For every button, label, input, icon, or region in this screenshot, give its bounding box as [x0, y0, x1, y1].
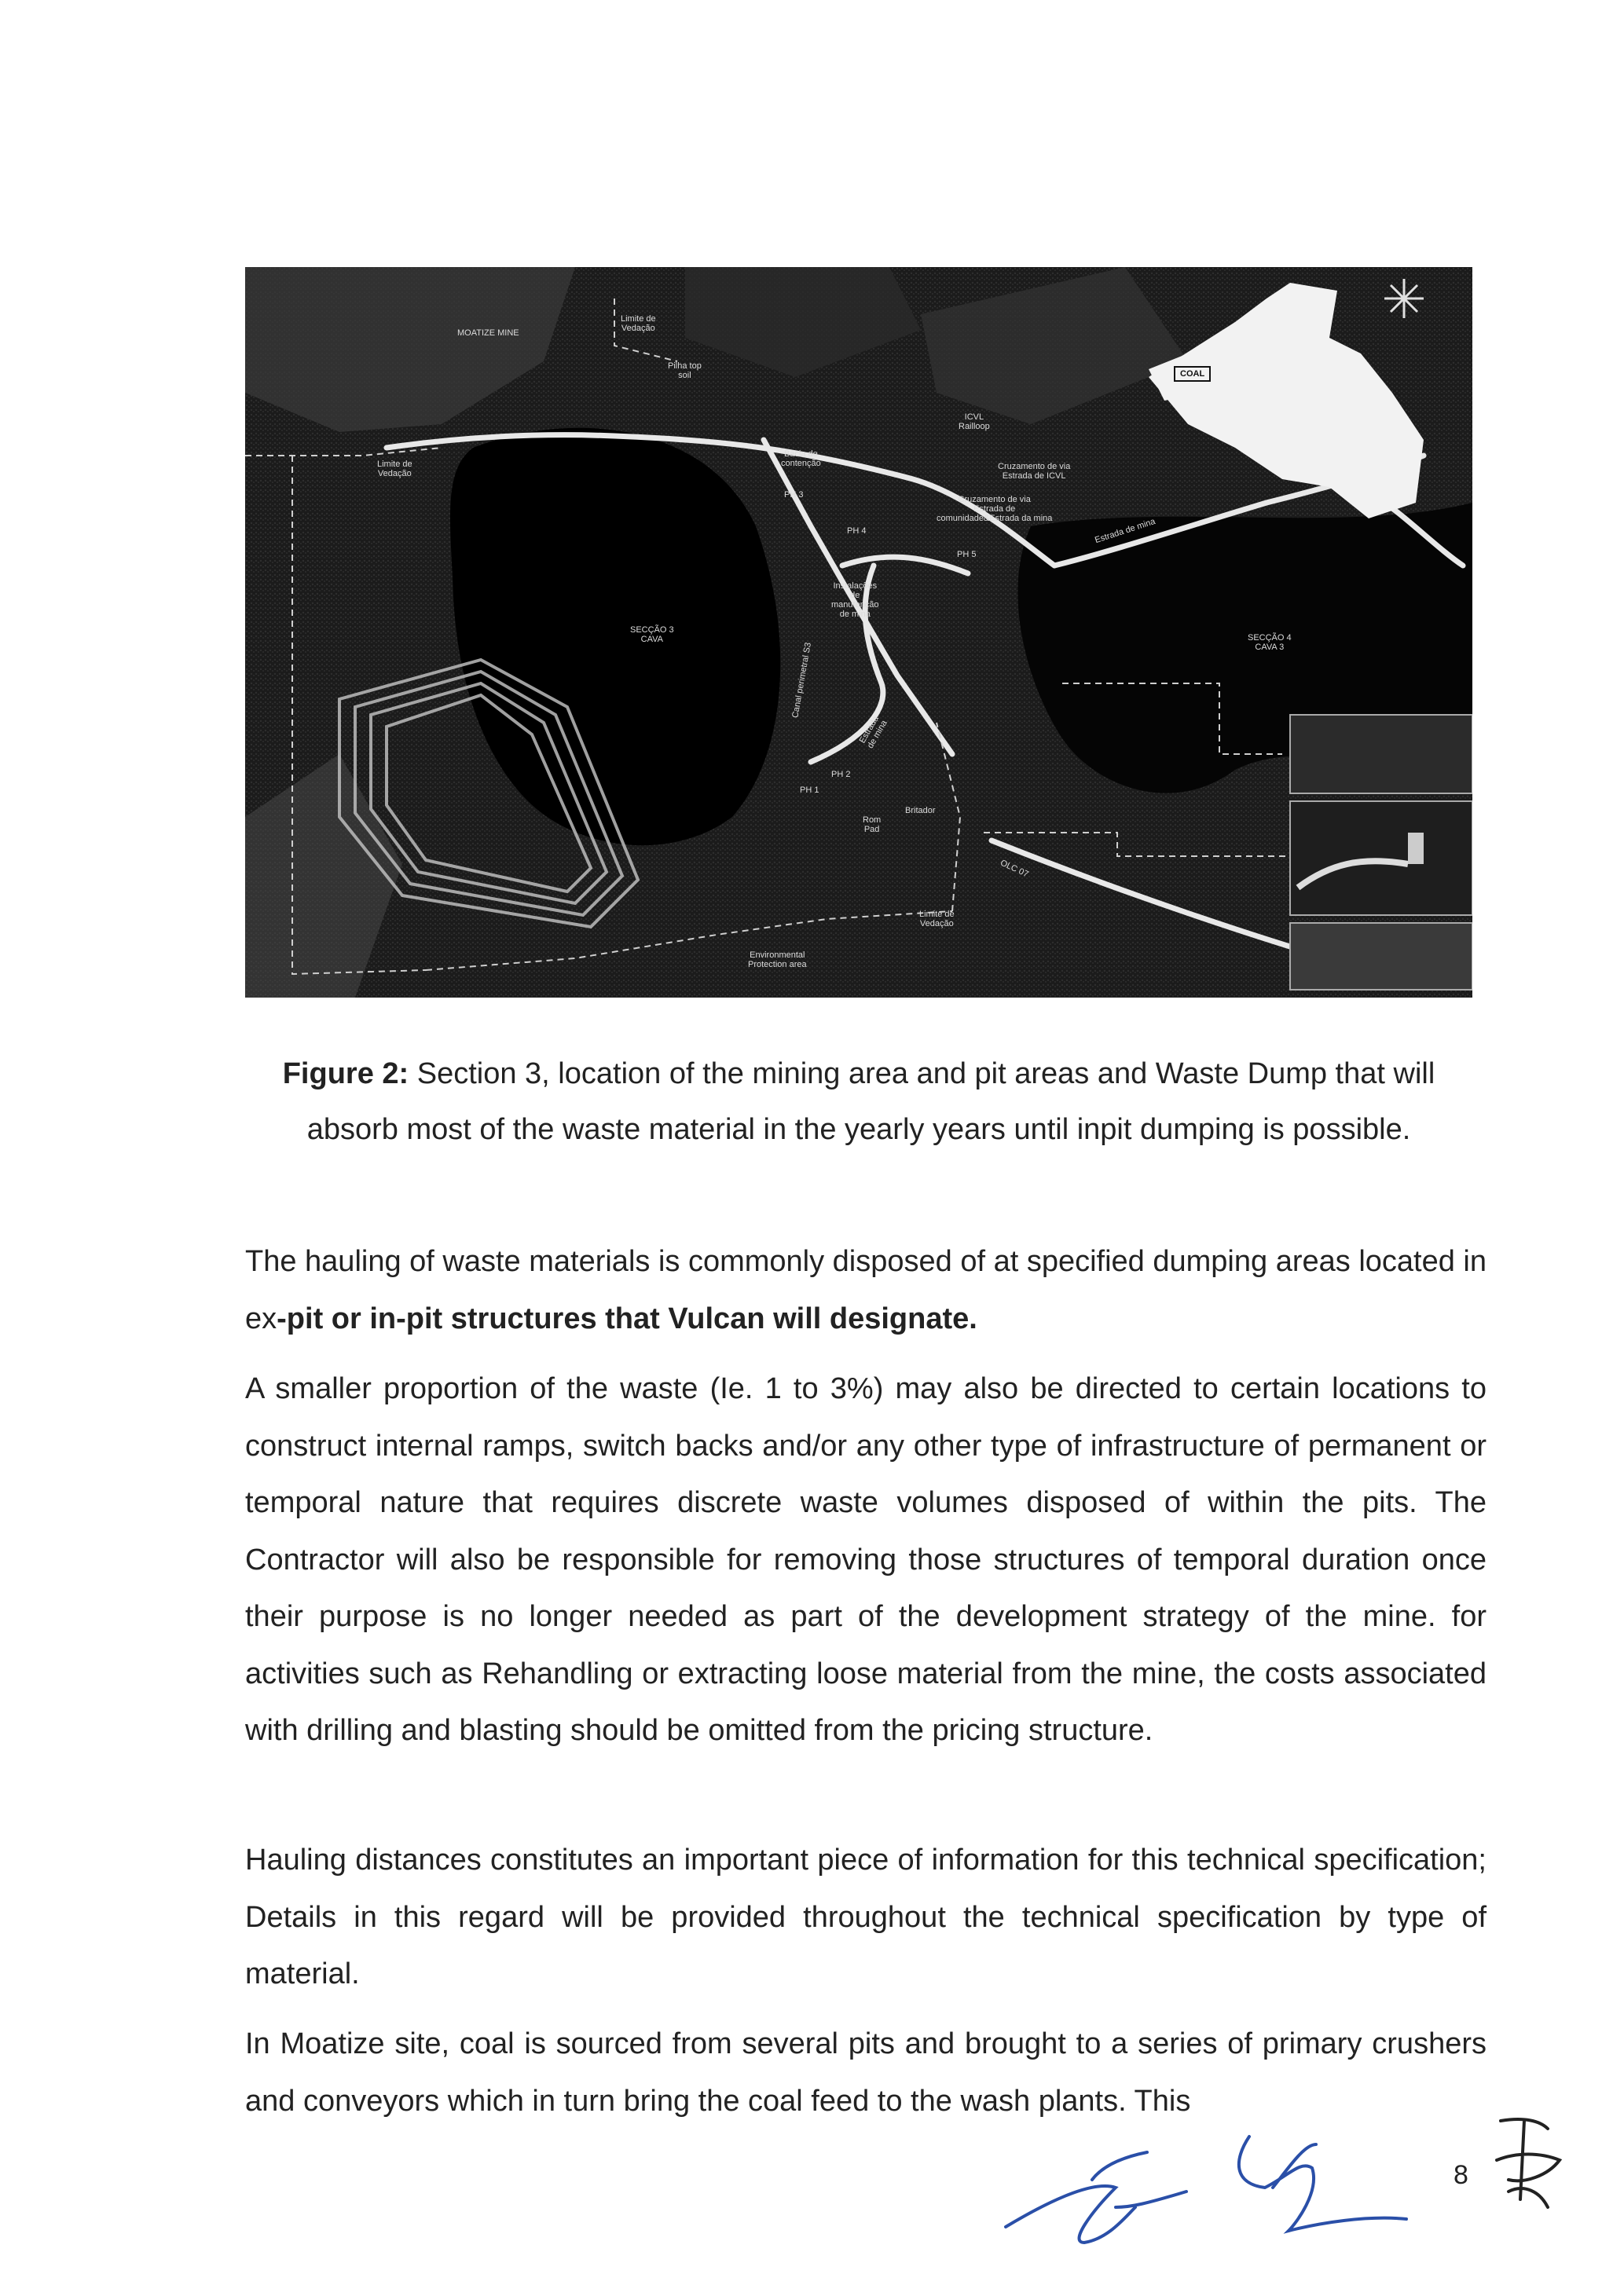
- caption-text: Section 3, location of the mining area and pit areas and Waste Dump that will absorb most of the waste material in the yearly years until inpit dumping is possible.: [306, 1057, 1435, 1146]
- paragraph-hauling-text: The hauling of waste materials is commonly disposed of at specified dumping areas located in ex: [245, 1245, 1487, 1335]
- paragraph-hauling-distances: Hauling distances constitutes an important piece of information for this technical specification; Details in this regard will be provided throughout the technical specification by type of material.: [245, 1844, 1487, 1990]
- map-label-coal: COAL: [1174, 366, 1211, 382]
- site-map-figure: [245, 267, 1472, 998]
- map-label-limite-vedacao-bottom: Limite de Vedação: [919, 910, 955, 928]
- map-label-ph2: PH 2: [831, 770, 851, 779]
- handwritten-signature-2: [1226, 2113, 1422, 2239]
- handwritten-initials: [1477, 2105, 1571, 2223]
- map-label-limite-vedacao-left: Limite de Vedação: [377, 460, 412, 478]
- figure-caption: [245, 1046, 1472, 1158]
- map-label-environmental: Environmental Protection area: [748, 950, 807, 969]
- paragraph-hauling-bold: -pit or in-pit structures that Vulcan will designate.: [277, 1302, 977, 1335]
- map-label-canal-perimetral: Canal perimetral S3: [790, 642, 813, 719]
- map-label-limite-vedacao-top: Limite de Vedação: [621, 314, 656, 333]
- map-label-seccao3: SECÇÃO 3 CAVA: [630, 625, 674, 644]
- map-label-olc07: OLC 07: [999, 858, 1030, 880]
- paragraph-moatize-site: In Moatize site, coal is sourced from several pits and brought to a series of primary crushers and conveyors which in turn bring the coal feed to the wash plants. This: [245, 2027, 1487, 2118]
- page-number: 8: [1454, 2160, 1468, 2190]
- map-label-rom-pad: Rom Pad: [863, 815, 882, 834]
- map-label-estrada-mina-right: Estrada de mina: [1094, 516, 1157, 546]
- satellite-map-image: [245, 267, 1472, 998]
- map-label-ph4: PH 4: [847, 526, 867, 536]
- map-label-estrada-mina-center: Estrada de mina: [857, 714, 889, 750]
- handwritten-signature-1: [998, 2133, 1194, 2258]
- map-label-cruzamento-icvl: Cruzamento de via Estrada de ICVL: [998, 462, 1071, 481]
- paragraph-waste-proportion: A smaller proportion of the waste (Ie. 1 to 3%) may also be directed to certain locations to construct internal ramps, switch backs and/or any other type of infrastructure of permanent or temporal nature that requires discrete waste volumes disposed of within the pits. The Contractor will also be responsible for removing those structures of temporal duration once their purpose is no longer needed as part of the development strategy of the mine. for activities such as Rehandling or extracting loose material from the mine, the costs associated with drilling and blasting should be omitted from the pricing structure.: [245, 1372, 1487, 1747]
- map-label-icvl-railloop: ICVL Railloop: [959, 412, 990, 431]
- map-label-moatize-mine: MOATIZE MINE: [457, 328, 519, 338]
- map-label-ph1: PH 1: [800, 785, 819, 795]
- caption-label: Figure 2:: [282, 1057, 409, 1090]
- map-label-instalacoes: Instalações de manutenção de mina: [831, 581, 879, 619]
- map-label-cruzamento-comunidade: Cruzamento de via Estrada de comunidade&Estrada da mina: [937, 495, 1053, 523]
- map-label-ph5: PH 5: [957, 550, 977, 559]
- map-label-bacia-contencao: Bacia de contenção: [781, 449, 821, 468]
- paragraph-hauling: [245, 1233, 1487, 1347]
- map-label-britador: Britador: [905, 806, 936, 815]
- map-label-ph3: PH 3: [784, 490, 804, 500]
- map-label-seccao4: SECÇÃO 4 CAVA 3: [1248, 633, 1292, 652]
- map-label-pilha-top-soil: Pilha top soil: [668, 361, 702, 380]
